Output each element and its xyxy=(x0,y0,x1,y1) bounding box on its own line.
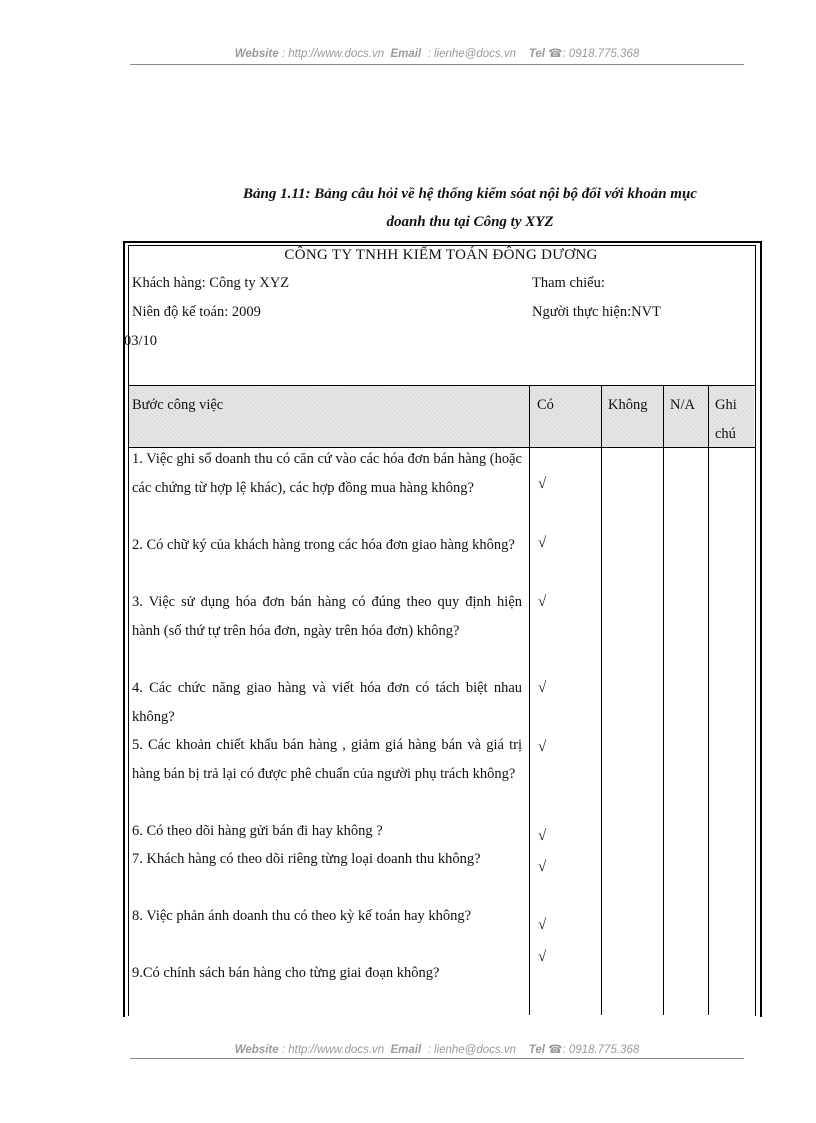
list-item: 7. Khách hàng có theo dõi riêng từng loại doanh thu không? xyxy=(132,851,481,867)
list-item: 3. Việc sử dụng hóa đơn bán hàng có đúng theo quy định hiện hành (số thứ tự trên hóa đơn, ngày trên hóa đơn) không? xyxy=(132,594,522,639)
footer-tel-label: Tel xyxy=(528,1044,545,1056)
check-mark: √ xyxy=(538,949,547,965)
list-item: 1. Việc ghi sổ doanh thu có căn cứ vào các hóa đơn bán hàng (hoặc các chứng từ hợp lệ khác), các hợp đồng mua hàng không? xyxy=(132,451,522,496)
column-header-note-line1: Ghi xyxy=(715,397,737,413)
table-caption-line2: doanh thu tại Công ty XYZ xyxy=(386,214,554,230)
table-top-line xyxy=(128,385,755,386)
check-mark: √ xyxy=(538,594,547,610)
column-divider-note xyxy=(708,385,709,1015)
page-footer xyxy=(130,1042,744,1056)
header-tel-value: ☎: 0918.775.368 xyxy=(548,48,640,60)
list-item: 8. Việc phản ánh doanh thu có theo kỳ kế toán hay không? xyxy=(132,908,472,924)
header-divider xyxy=(130,64,744,65)
column-header-no: Không xyxy=(608,397,648,413)
header-website-label: Website xyxy=(234,48,279,60)
column-header-note xyxy=(715,391,737,449)
table-caption-line1: Bảng 1.11: Bảng câu hỏi về hệ thống kiểm sóat nội bộ đối với khoản mục xyxy=(243,186,697,202)
check-mark: √ xyxy=(538,828,547,844)
column-divider-na xyxy=(663,385,664,1015)
header-email-value: : lienhe@docs.vn xyxy=(427,48,516,60)
company-name: CÔNG TY TNHH KIỂM TOÁN ĐÔNG DƯƠNG xyxy=(284,247,598,263)
performer-label: Người thực hiện:NVT xyxy=(532,304,661,320)
list-item: 5. Các khoản chiết khấu bán hàng , giảm giá hàng bán và giá trị hàng bán bị trả lại có được phê chuẩn của người phụ trách không? xyxy=(132,737,522,782)
check-mark: √ xyxy=(538,476,547,492)
footer-website-value: : http://www.docs.vn xyxy=(281,1044,385,1056)
check-mark: √ xyxy=(538,535,547,551)
header-website-value: : http://www.docs.vn xyxy=(281,48,385,60)
footer-email-value: : lienhe@docs.vn xyxy=(427,1044,516,1056)
check-mark: √ xyxy=(538,680,547,696)
fiscal-year-label: Niên độ kế toán: 2009 xyxy=(132,304,261,320)
footer-email-label: Email xyxy=(390,1044,422,1056)
column-header-na: N/A xyxy=(670,397,695,413)
page-header xyxy=(130,46,744,60)
list-item: 4. Các chức năng giao hàng và viết hóa đơn có tách biệt nhau không? xyxy=(132,680,522,725)
list-item: 9.Có chính sách bán hàng cho từng giai đoạn không? xyxy=(132,965,440,981)
date-label: 03/10 xyxy=(124,333,158,349)
column-header-step: Bước công việc xyxy=(132,397,224,413)
footer-divider xyxy=(130,1058,744,1059)
check-mark: √ xyxy=(538,859,547,875)
client-label: Khách hàng: Công ty XYZ xyxy=(132,275,290,291)
footer-website-label: Website xyxy=(234,1044,279,1056)
column-header-yes: Có xyxy=(537,397,554,413)
list-item: 6. Có theo dõi hàng gửi bán đi hay không ? xyxy=(132,823,383,839)
column-divider-yes xyxy=(529,385,530,1015)
column-header-note-line2: chú xyxy=(715,426,736,442)
header-tel-label: Tel xyxy=(528,48,545,60)
check-mark: √ xyxy=(538,739,547,755)
list-item: 2. Có chữ ký của khách hàng trong các hóa đơn giao hàng không? xyxy=(132,537,515,553)
check-mark: √ xyxy=(538,917,547,933)
reference-label: Tham chiếu: xyxy=(532,275,605,291)
footer-tel-value: ☎: 0918.775.368 xyxy=(548,1044,640,1056)
column-divider-no xyxy=(601,385,602,1015)
header-email-label: Email xyxy=(390,48,422,60)
